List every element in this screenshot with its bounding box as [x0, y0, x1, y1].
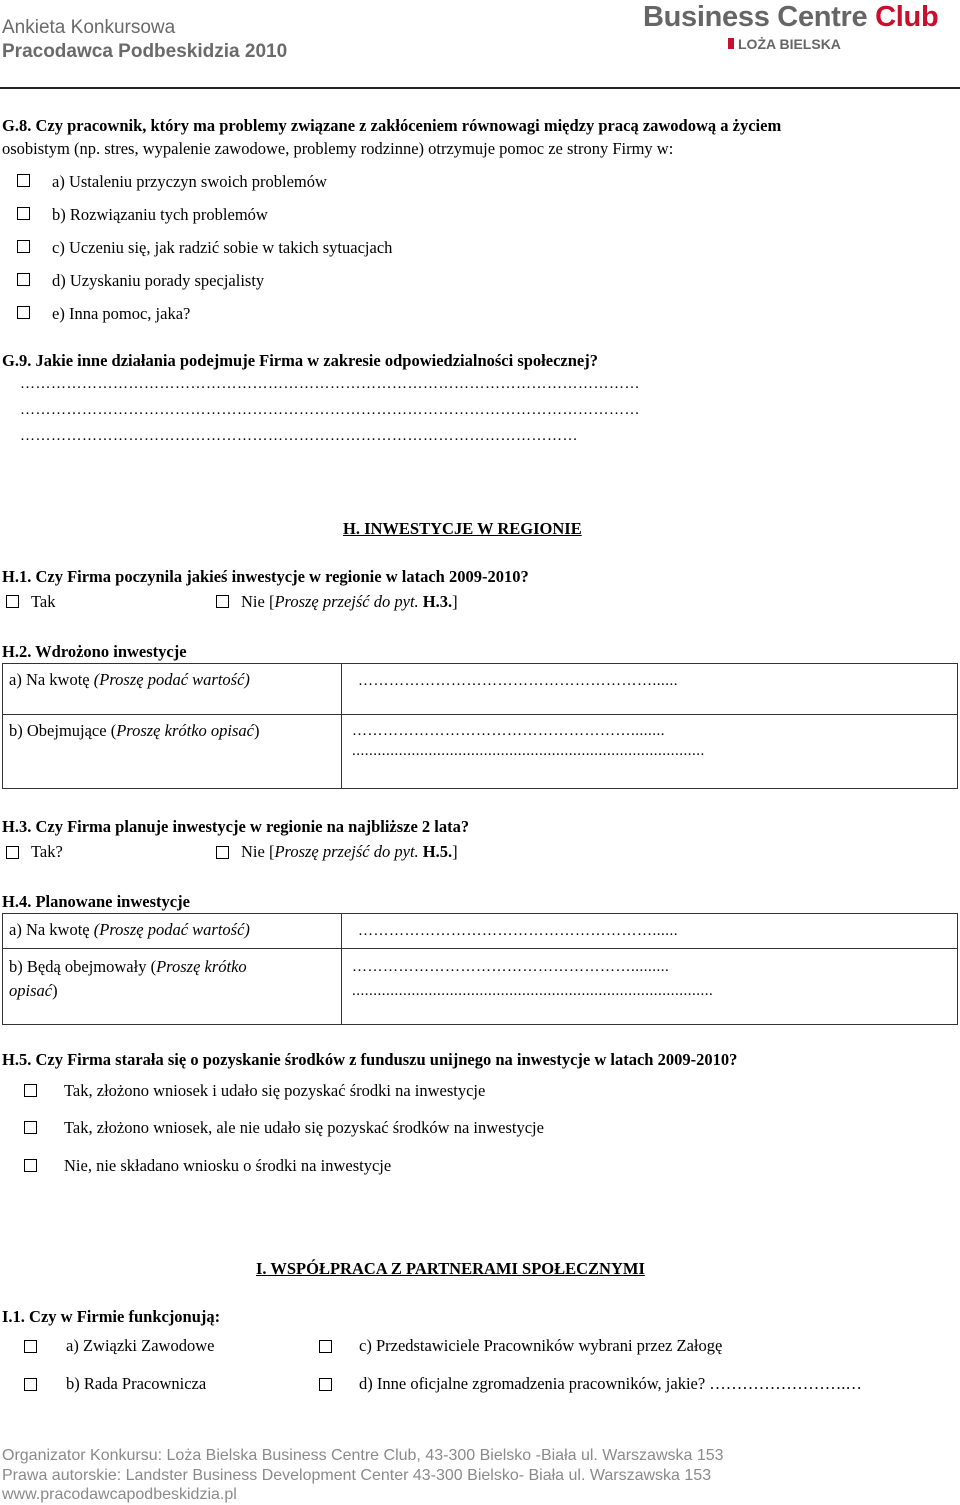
h1-question: H.1. Czy Firma poczynila jakieś inwestycje w regionie w latach 2009-2010?: [2, 567, 529, 586]
h4-row-a-dots[interactable]: …………………………………………………......: [358, 923, 678, 939]
section-i-title: I. WSPÓŁPRACA Z PARTNERAMI SPOŁECZNYMI: [256, 1259, 645, 1278]
footer-website-link[interactable]: www.pracodawcapodbeskidzia.pl: [2, 1486, 237, 1503]
h2-row-a-value[interactable]: [342, 664, 958, 715]
h3-no-suffix: ]: [452, 842, 458, 861]
h2-table: [2, 663, 958, 789]
h2-row-a-hint: (Proszę podać wartość): [93, 670, 250, 689]
h3-no-hint: Proszę przejść do pyt.: [274, 842, 419, 861]
g8-checkbox-c[interactable]: [17, 240, 30, 253]
g8-option-b: b) Rozwiązaniu tych problemów: [52, 205, 268, 224]
g9-answer-line2[interactable]: …………………………………………………………………………………………………………: [20, 402, 640, 418]
footer-copyright: Prawa autorskie: Landster Business Development Center 43-300 Bielsko- Biała ul. Warszawska 153: [2, 1467, 712, 1484]
h2-row-a-label: [3, 664, 342, 715]
i1-option-d: d) Inne oficjalne zgromadzenia pracowników, jakie? …………………….…: [359, 1374, 862, 1393]
h1-no-prefix: Nie [: [241, 592, 275, 611]
h2-row-b-label: [3, 715, 342, 789]
i1-option-b: b) Rada Pracownicza: [66, 1374, 207, 1393]
h4-row-b-label: [3, 949, 342, 1025]
h1-no-suffix: ]: [452, 592, 458, 611]
header-title: Ankieta Konkursowa: [2, 17, 176, 38]
h3-no-prefix: Nie [: [241, 842, 275, 861]
section-h-title: H. INWESTYCJE W REGIONIE: [343, 519, 582, 538]
logo-club-text: Club: [875, 1, 939, 33]
h3-option-yes: Tak?: [31, 842, 63, 861]
logo-main-text: Business Centre: [643, 1, 868, 33]
h4-row-b-text: b) Będą obejmowały (: [9, 957, 157, 976]
h5-option-2: Tak, złożono wniosek, ale nie udało się pozyskać środków na inwestycje: [64, 1118, 544, 1137]
h3-question: H.3. Czy Firma planuje inwestycje w regionie na najbliższe 2 lata?: [2, 817, 470, 836]
h4-row-b-value[interactable]: [342, 949, 958, 1025]
h5-checkbox-1[interactable]: [24, 1084, 37, 1097]
i1-checkbox-d[interactable]: [319, 1378, 332, 1391]
bcc-logo: [643, 0, 938, 34]
h1-option-yes: Tak: [31, 592, 56, 611]
h5-checkbox-3[interactable]: [24, 1159, 37, 1172]
h2-row-b-value[interactable]: [342, 715, 958, 789]
h4-row-b-hint2: opisać: [9, 981, 53, 1000]
g8-checkbox-e[interactable]: [17, 306, 30, 319]
g9-answer-line1[interactable]: …………………………………………………………………………………………………………: [20, 376, 640, 392]
h3-option-no: [241, 841, 458, 863]
h4-row-a-text: a) Na kwotę: [9, 920, 94, 939]
h5-checkbox-2[interactable]: [24, 1121, 37, 1134]
h2-row-b-dots2[interactable]: ...................................................................................: [352, 743, 705, 759]
h4-row-b-dots1[interactable]: ……………………………………………….........: [352, 959, 670, 975]
g8-option-c: c) Uczeniu się, jak radzić sobie w takich sytuacjach: [52, 238, 393, 257]
header-subtitle: Pracodawca Podbeskidzia 2010: [2, 41, 288, 62]
h1-checkbox-yes[interactable]: [6, 595, 19, 608]
h2-question: H.2. Wdrożono inwestycje: [2, 642, 187, 661]
h5-option-1: Tak, złożono wniosek i udało się pozyskać środki na inwestycje: [64, 1081, 486, 1100]
h1-checkbox-no[interactable]: [216, 595, 229, 608]
h2-row-a-text: a) Na kwotę: [9, 670, 94, 689]
h4-row-b-close: ): [52, 981, 58, 1000]
h3-no-target: H.5.: [418, 842, 453, 861]
h4-row-a-label: [3, 914, 342, 949]
h4-row-a-value[interactable]: [342, 914, 958, 949]
footer-organizer: Organizator Konkursu: Loża Bielska Business Centre Club, 43-300 Bielsko -Biała ul. Warszawska 153: [2, 1447, 724, 1464]
h2-row-b-hint: Proszę krótko opisać: [116, 721, 254, 740]
header-divider: [0, 87, 960, 89]
h4-row-b-dots2[interactable]: .....................................................................................: [352, 983, 714, 999]
h5-question: H.5. Czy Firma starała się o pozyskanie środków z funduszu unijnego na inwestycje w latach 2009-2010?: [2, 1050, 738, 1069]
i1-option-a: a) Związki Zawodowe: [66, 1336, 215, 1355]
g8-checkbox-d[interactable]: [17, 273, 30, 286]
g9-question: G.9. Jakie inne działania podejmuje Firma w zakresie odpowiedzialności społecznej?: [2, 351, 598, 370]
h2-row-b-close: ): [254, 721, 260, 740]
h5-option-3: Nie, nie składano wniosku o środki na inwestycje: [64, 1156, 392, 1175]
i1-checkbox-a[interactable]: [24, 1340, 37, 1353]
g8-option-d: d) Uzyskaniu porady specjalisty: [52, 271, 265, 290]
h2-row-a-dots[interactable]: …………………………………………………......: [358, 673, 678, 689]
h1-option-no: [241, 591, 458, 613]
h4-table: [2, 913, 958, 1025]
h4-question: H.4. Planowane inwestycje: [2, 892, 190, 911]
i1-question: I.1. Czy w Firmie funkcjonują:: [2, 1307, 221, 1326]
i1-checkbox-b[interactable]: [24, 1378, 37, 1391]
g8-question-line2: osobistym (np. stres, wypalenie zawodowe, problemy rodzinne) otrzymuje pomoc ze strony Firmy w:: [2, 139, 674, 158]
g8-question-line1: G.8. Czy pracownik, który ma problemy związane z zakłóceniem równowagi między pracą zawodową a życiem: [2, 116, 782, 135]
h2-row-b-text: b) Obejmujące (: [9, 721, 117, 740]
logo-subtitle: LOŻA BIELSKA: [738, 36, 841, 52]
h4-row-a-hint: (Proszę podać wartość): [93, 920, 250, 939]
g8-option-e: e) Inna pomoc, jaka?: [52, 304, 191, 323]
h4-row-b-hint1: Proszę krótko: [156, 957, 247, 976]
h1-no-hint: Proszę przejść do pyt.: [274, 592, 419, 611]
h2-row-b-dots1[interactable]: ………………………………………………........: [352, 723, 665, 739]
g8-checkbox-a[interactable]: [17, 174, 30, 187]
h3-checkbox-yes[interactable]: [6, 846, 19, 859]
g8-checkbox-b[interactable]: [17, 207, 30, 220]
i1-checkbox-c[interactable]: [319, 1340, 332, 1353]
g8-option-a: a) Ustaleniu przyczyn swoich problemów: [52, 172, 327, 191]
h1-no-target: H.3.: [418, 592, 453, 611]
g9-answer-line3[interactable]: ………………………………………………………………………………………………: [20, 428, 578, 444]
logo-square-icon: [728, 38, 734, 49]
i1-option-c: c) Przedstawiciele Pracowników wybrani przez Załogę: [359, 1336, 723, 1355]
h3-checkbox-no[interactable]: [216, 846, 229, 859]
